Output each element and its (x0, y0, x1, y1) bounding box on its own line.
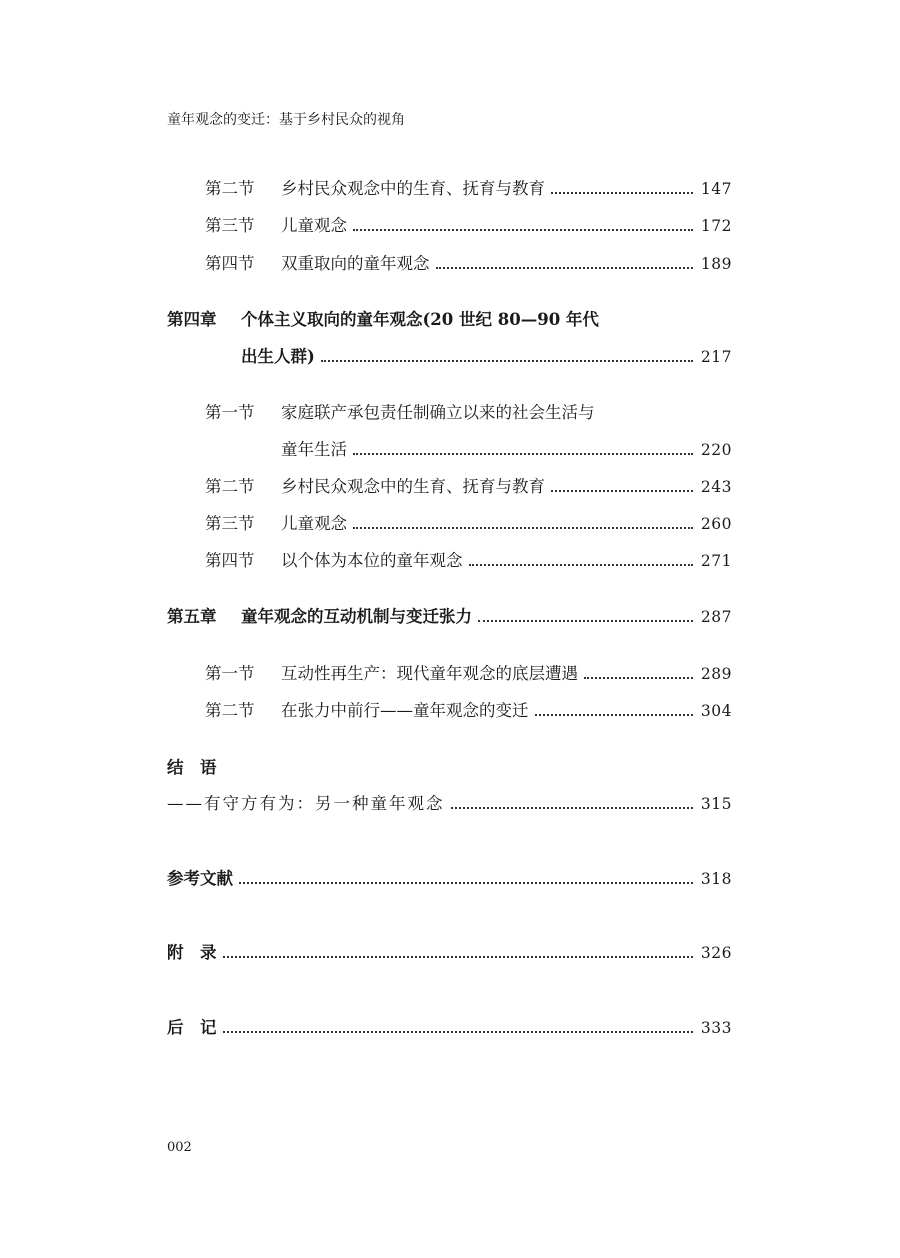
toc-entry[interactable] (205, 703, 732, 720)
section-title: 乡村民众观念中的生育、抚育与教育 (281, 477, 545, 496)
page-number: 315 (700, 795, 732, 813)
page-number: 326 (700, 944, 732, 962)
section-number: 第一节 (205, 403, 255, 422)
page-folio: 002 (167, 1140, 192, 1155)
page-number: 220 (700, 441, 732, 459)
conclusion-heading[interactable]: 结 语 (167, 758, 217, 777)
section-title: 乡村民众观念中的生育、抚育与教育 (281, 179, 545, 198)
chapter-number: 第五章 (167, 607, 217, 626)
section-number: 第四节 (205, 551, 255, 570)
dot-leader (353, 229, 693, 231)
references-title: 参考文献 (167, 869, 233, 888)
page-number: 260 (700, 515, 732, 533)
toc-entry[interactable] (167, 945, 732, 962)
section-number: 第二节 (205, 701, 255, 720)
dot-leader (436, 267, 693, 269)
toc-entry[interactable] (167, 1020, 732, 1037)
dot-leader (353, 527, 693, 529)
section-title: 儿童观念 (281, 514, 347, 533)
appendix-title: 附 录 (167, 943, 217, 962)
page-number: 243 (700, 478, 732, 496)
section-title-continued: 童年生活 (281, 440, 347, 459)
section-title: 在张力中前行——童年观念的变迁 (281, 701, 529, 720)
toc-entry[interactable] (205, 218, 732, 235)
toc-entry[interactable] (241, 349, 732, 366)
toc-entry-line1[interactable] (205, 405, 595, 422)
toc-entry[interactable] (167, 796, 732, 813)
page-number: 333 (700, 1019, 732, 1037)
page-number: 217 (700, 348, 732, 366)
section-title: 以个体为本位的童年观念 (281, 551, 463, 570)
toc-entry[interactable] (205, 479, 732, 496)
section-number: 第四节 (205, 254, 255, 273)
dot-leader (535, 714, 693, 716)
dot-leader (223, 956, 693, 958)
page-number: 189 (700, 255, 732, 273)
section-title: 互动性再生产：现代童年观念的底层遭遇 (281, 664, 578, 683)
dot-leader (551, 490, 693, 492)
dot-leader (584, 677, 693, 679)
dot-leader (239, 882, 693, 884)
running-head: 童年观念的变迁：基于乡村民众的视角 (167, 112, 405, 128)
page-number: 289 (700, 665, 732, 683)
toc-entry[interactable] (167, 871, 732, 888)
toc-entry[interactable] (205, 181, 732, 198)
section-title: 家庭联产承包责任制确立以来的社会生活与 (281, 403, 595, 422)
dot-leader (478, 620, 693, 622)
chapter-heading-line1[interactable] (167, 312, 599, 329)
section-number: 第三节 (205, 216, 255, 235)
page-number: 271 (700, 552, 732, 570)
chapter-number: 第四章 (167, 310, 217, 329)
section-title: 双重取向的童年观念 (281, 254, 430, 273)
section-number: 第二节 (205, 477, 255, 496)
toc-entry[interactable] (205, 666, 732, 683)
page-number: 147 (700, 180, 732, 198)
toc-entry[interactable] (205, 256, 732, 273)
page-number: 287 (700, 608, 732, 626)
section-number: 第一节 (205, 664, 255, 683)
toc-entry[interactable] (167, 609, 732, 626)
chapter-title-continued: 出生人群) (241, 347, 315, 366)
chapter-title: 童年观念的互动机制与变迁张力 (241, 607, 472, 626)
page-number: 318 (700, 870, 732, 888)
section-number: 第三节 (205, 514, 255, 533)
toc-entry[interactable] (205, 516, 732, 533)
toc-entry[interactable] (205, 553, 732, 570)
dot-leader (353, 453, 693, 455)
chapter-title: 个体主义取向的童年观念(20 世纪 80—90 年代 (241, 310, 599, 329)
page-number: 172 (700, 217, 732, 235)
dot-leader (321, 360, 693, 362)
toc-entry[interactable] (281, 442, 732, 459)
dot-leader (551, 192, 693, 194)
page-number: 304 (700, 702, 732, 720)
section-title: 儿童观念 (281, 216, 347, 235)
afterword-title: 后 记 (167, 1018, 217, 1037)
dot-leader (223, 1031, 693, 1033)
section-number: 第二节 (205, 179, 255, 198)
dot-leader (469, 564, 693, 566)
dot-leader (451, 807, 693, 809)
conclusion-subtitle: ——有守方有为：另一种童年观念 (167, 794, 445, 813)
